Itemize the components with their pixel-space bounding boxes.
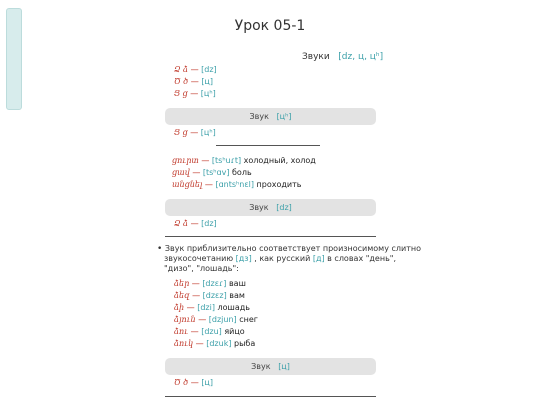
armenian-letter: Ծ ծ — <box>174 378 199 387</box>
para-ipa: [д] <box>312 254 325 263</box>
word-meaning: яйцо <box>224 327 245 336</box>
word-row <box>172 156 316 165</box>
armenian-word: ձեզ — <box>174 291 201 300</box>
word-ipa: [tsʰuɾt] <box>211 156 242 165</box>
word-ipa: [dzu] <box>201 327 222 336</box>
sounds-header <box>302 52 383 62</box>
word-row <box>174 315 258 324</box>
banner-label: Звук <box>251 362 271 371</box>
armenian-word: ձի — <box>174 303 195 312</box>
armenian-letter: Ձ ձ — <box>174 219 199 228</box>
word-ipa: [tsʰɑv] <box>202 168 230 177</box>
word-meaning: рыба <box>234 339 256 348</box>
letter-row <box>174 219 217 228</box>
word-ipa: [dzjun] <box>208 315 237 324</box>
armenian-word: ձու — <box>174 327 199 336</box>
word-row <box>172 168 252 177</box>
word-meaning: лошадь <box>217 303 250 312</box>
letter-row <box>174 128 216 137</box>
banner-label: Звук <box>249 112 269 121</box>
letter-row <box>174 89 216 98</box>
banner-sound: [цʰ] <box>276 112 292 121</box>
sounds-value: [dz, ц, цʰ] <box>338 52 384 62</box>
sound-banner <box>165 358 376 375</box>
armenian-letter: Ձ ձ — <box>174 65 199 74</box>
para-text: , как русский <box>254 254 311 263</box>
letter-row <box>174 65 217 74</box>
word-meaning: боль <box>232 168 252 177</box>
word-row <box>174 339 255 348</box>
armenian-letter: Ց ց — <box>174 89 199 98</box>
word-meaning: снег <box>239 315 258 324</box>
armenian-word: ցուրտ — <box>172 156 210 165</box>
word-meaning: вам <box>229 291 245 300</box>
word-ipa: [dzuk] <box>206 339 232 348</box>
letter-row <box>174 378 213 387</box>
word-row <box>174 279 246 288</box>
divider <box>165 236 376 237</box>
armenian-word: անցնել — <box>172 180 213 189</box>
banner-label: Звук <box>249 203 269 212</box>
armenian-word: ցավ — <box>172 168 201 177</box>
sound-banner <box>165 199 376 216</box>
armenian-letter: Ծ ծ — <box>174 77 199 86</box>
armenian-word: ձեր — <box>174 279 200 288</box>
letter-row <box>174 77 213 86</box>
sounds-label: Звуки <box>302 52 330 62</box>
para-text: звукосочетанию <box>164 254 234 263</box>
word-meaning: проходить <box>256 180 302 189</box>
word-row <box>174 291 245 300</box>
ipa-sound: [ц] <box>201 378 213 387</box>
word-ipa: [ɑntsʰnɛl] <box>215 180 254 189</box>
ipa-sound: [цʰ] <box>200 128 216 137</box>
divider <box>216 145 320 146</box>
word-meaning: холодный, холод <box>243 156 316 165</box>
ipa-sound: [цʰ] <box>200 89 216 98</box>
armenian-letter: Ց ց — <box>174 128 199 137</box>
para-line: "дизо", "лошадь": <box>164 264 239 273</box>
para-text: в словах "день", <box>327 254 397 263</box>
word-ipa: [dzɛz] <box>202 291 227 300</box>
para-ipa: [дз] <box>235 254 252 263</box>
armenian-word: ձյուն — <box>174 315 207 324</box>
ipa-sound: [dz] <box>201 65 217 74</box>
divider <box>165 396 376 397</box>
word-row <box>172 180 301 189</box>
word-row <box>174 303 250 312</box>
para-line: Звук приблизительно соответствует произносимому слитно <box>164 244 421 253</box>
page-title: Урок 05-1 <box>234 18 306 34</box>
bullet-icon: • <box>157 244 163 254</box>
word-ipa: [dzɛɾ] <box>202 279 227 288</box>
word-ipa: [dzi] <box>197 303 215 312</box>
banner-sound: [ц] <box>278 362 290 371</box>
banner-sound: [dz] <box>276 203 292 212</box>
ipa-sound: [ц] <box>201 77 213 86</box>
word-row <box>174 327 245 336</box>
armenian-word: ձուկ — <box>174 339 204 348</box>
description-paragraph <box>157 244 421 274</box>
sound-banner <box>165 108 376 125</box>
word-meaning: ваш <box>228 279 246 288</box>
ipa-sound: [dz] <box>201 219 217 228</box>
